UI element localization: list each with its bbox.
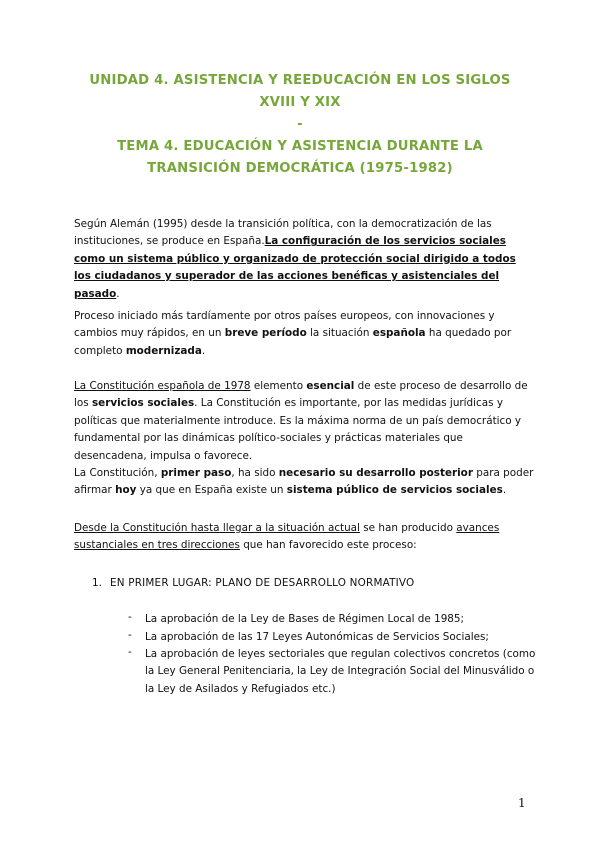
p4-bold-3: hoy — [115, 484, 137, 497]
p3-text-3: . La Constitución es importante, por las medidas jurídicas y políticas que materialmente introduce. Es la máxima norma de un país democrático y fundamental por las dinámicas político-sociales y prácticas materiales que desencadena, impulsa o favorece. — [74, 397, 522, 462]
p4-text-5: . — [502, 484, 507, 497]
list-item: La aprobación de leyes sectoriales que regulan colectivos concretos (como la Ley General Penitenciaria, la Ley de Integración Social del Minusválido o la Ley de Asilados y Refugiados etc.) — [145, 648, 536, 695]
p4-bold-2: necesario su desarrollo posterior — [278, 467, 473, 479]
unit-title-line2: XVIII Y XIX — [259, 95, 341, 110]
p3-text-1: elemento — [250, 380, 307, 392]
p5-underlined-2: avances sustanciales en tres direcciones — [74, 522, 500, 552]
dash-bullet: - — [128, 629, 132, 641]
p3-bold-2: servicios sociales — [91, 397, 195, 410]
paragraph-3 — [74, 378, 534, 465]
p2-bold-2: española — [372, 327, 426, 340]
p2-text-1: Proceso iniciado más tardíamente por otros países europeos, con innovaciones y cambios muy rápidos, en un — [74, 310, 495, 340]
paragraph-5 — [74, 520, 534, 555]
p4-text-4: ya que en España existe un — [136, 484, 287, 497]
p1-bold-underlined: La configuración de los servicios sociales como un sistema público y organizado de protección social dirigido a todos los ciudadanos y superador de las acciones benéficas y asistenciales del pasado — [74, 235, 516, 300]
p5-underlined-1: Desde la Constitución hasta llegar a la situación actual — [74, 522, 360, 534]
p4-text-1: La Constitución, — [74, 467, 161, 479]
topic-title-line1: TEMA 4. EDUCACIÓN Y ASISTENCIA DURANTE LA — [117, 139, 483, 154]
p2-text-3: ha quedado por completo — [74, 327, 512, 357]
unit-title-line1: UNIDAD 4. ASISTENCIA Y REEDUCACIÓN EN LOS SIGLOS — [89, 73, 511, 88]
paragraph-2 — [74, 308, 534, 360]
dash-bullet: - — [128, 646, 132, 658]
topic-title-line2: TRANSICIÓN DEMOCRÁTICA (1975-1982) — [147, 161, 453, 176]
p4-bold-1: primer paso — [160, 467, 232, 479]
page-number: 1 — [518, 796, 526, 810]
list-heading: EN PRIMER LUGAR: PLANO DE DESARROLLO NORMATIVO — [110, 577, 415, 589]
p3-text-2: de este proceso de desarrollo de los — [74, 380, 528, 410]
p3-underlined: La Constitución española de 1978 — [74, 380, 251, 392]
p2-bold-1: breve período — [224, 327, 307, 340]
p5-text-2: que han favorecido este proceso: — [239, 539, 417, 552]
p1-end: . — [116, 287, 120, 300]
list-item: La aprobación de las 17 Leyes Autonómicas de Servicios Sociales; — [145, 631, 489, 643]
p4-text-2: , ha sido — [231, 467, 279, 479]
p4-text-3: para poder afirmar — [74, 467, 534, 497]
p2-text-4: . — [201, 344, 206, 357]
paragraph-1 — [74, 216, 534, 303]
p2-text-2: la situación — [306, 327, 373, 340]
title-separator: - — [297, 117, 303, 132]
p4-bold-4: sistema público de servicios sociales — [286, 484, 503, 497]
dash-bullet: - — [128, 611, 132, 623]
p3-bold-1: esencial — [306, 380, 355, 392]
list-item: La aprobación de la Ley de Bases de Régimen Local de 1985; — [145, 613, 465, 625]
list-number: 1. — [92, 577, 102, 589]
p5-text-1: se han producido — [359, 522, 457, 534]
p1-text: Según Alemán (1995) desde la transición política, con la democratización de las instituciones, se produce en España. — [74, 218, 492, 248]
p2-bold-3: modernizada — [125, 344, 202, 357]
paragraph-4 — [74, 465, 534, 500]
